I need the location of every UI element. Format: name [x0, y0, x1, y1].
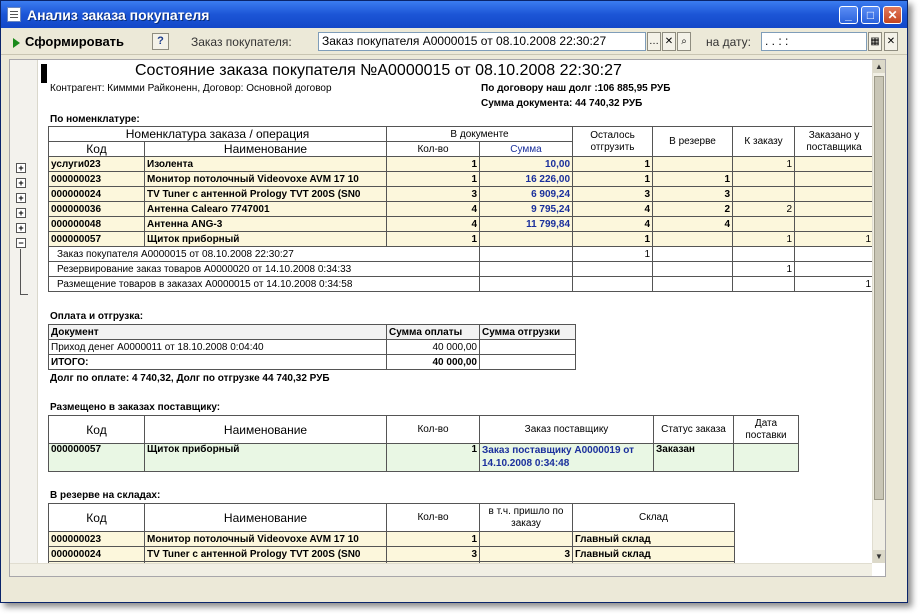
order-link-line2: 14.10.2008 0:34:48: [482, 458, 570, 469]
cell-supplier: [795, 172, 874, 187]
cell-sum: 6 909,24: [480, 187, 573, 202]
cell-arrived: [480, 532, 573, 547]
clear-date-icon[interactable]: ✕: [884, 32, 898, 51]
clear-order-icon[interactable]: ✕: [662, 32, 676, 51]
table-row[interactable]: [49, 172, 874, 187]
cell-supplier: 1: [795, 232, 874, 247]
cell-reserve: 3: [653, 187, 733, 202]
cell-code: 000000057: [49, 232, 145, 247]
payment-debt-line: Долг по оплате: 4 740,32, Долг по отгрузке 44 740,32 РУБ: [50, 373, 330, 384]
cell-total-label: ИТОГО:: [49, 355, 387, 370]
cell-code: 000000048: [49, 217, 145, 232]
cell-name: Монитор потолочный Videovoxe AVM 17 10: [145, 172, 387, 187]
date-label: на дату:: [706, 35, 752, 49]
cell-qty: 1: [387, 232, 480, 247]
table-row[interactable]: [49, 187, 874, 202]
header-remaining: Осталось отгрузить: [573, 127, 653, 157]
date-field[interactable]: . . : :: [761, 32, 867, 51]
cell-reserve: [653, 232, 733, 247]
header-in-doc: В документе: [387, 127, 573, 142]
cell-remaining: 1: [573, 247, 653, 262]
cell-qty: 1: [387, 157, 480, 172]
text-cursor: [41, 64, 47, 83]
supplier-orders-table: [48, 415, 799, 472]
cell-code: 000000024: [49, 187, 145, 202]
counterparty-info: Контрагент: Киммми Райконенн, Договор: Основной договор: [50, 83, 332, 94]
cell-qty: 3: [387, 547, 480, 562]
order-label: Заказ покупателя:: [191, 35, 292, 49]
payment-table: [48, 324, 576, 370]
table-row[interactable]: [49, 217, 874, 232]
cell-to-order: 1: [733, 232, 795, 247]
cell-code: 000000024: [49, 547, 145, 562]
cell-name: Изолента: [145, 157, 387, 172]
cell-total-pay: 40 000,00: [387, 355, 480, 370]
cell-sum: [480, 232, 573, 247]
order-link-line1: Заказ поставщику А0000019 от: [482, 445, 635, 456]
cell-code: 000000023: [49, 532, 145, 547]
generate-button[interactable]: [9, 32, 128, 51]
scroll-up-icon[interactable]: ▲: [873, 60, 885, 73]
cell-name: TV Tuner с антенной Prology TVT 200S (SN0: [145, 547, 387, 562]
cell-to-order: [733, 172, 795, 187]
cell-name: Антенна ANG-3: [145, 217, 387, 232]
collapse-icon[interactable]: −: [16, 238, 26, 248]
header-reserve: В резерве: [653, 127, 733, 157]
cell-sum: 16 226,00: [480, 172, 573, 187]
header-warehouse: Склад: [573, 504, 735, 532]
table-row[interactable]: [49, 232, 874, 247]
cell-supplier: [795, 262, 874, 277]
order-field[interactable]: Заказ покупателя А0000015 от 08.10.2008 22:30:27: [318, 32, 646, 51]
horizontal-scrollbar[interactable]: [10, 563, 872, 576]
cell-qty: 1: [387, 444, 480, 472]
expand-icon[interactable]: +: [16, 193, 26, 203]
cell-qty: 1: [387, 532, 480, 547]
cell-name: Щиток приборный: [145, 444, 387, 472]
cell-supplier: [795, 202, 874, 217]
cell-qty: 1: [387, 172, 480, 187]
nomenclature-table: [48, 126, 874, 292]
cell-supplier: [795, 157, 874, 172]
cell-reserve: 1: [653, 172, 733, 187]
header-supplier: Заказано у поставщика: [795, 127, 874, 157]
header-status: Статус заказа: [654, 416, 734, 444]
nomenclature-label: По номенклатуре:: [50, 114, 140, 125]
header-code: Код: [49, 416, 145, 444]
header-code: Код: [49, 142, 145, 157]
cell-sum: 11 799,84: [480, 217, 573, 232]
play-icon: [13, 38, 20, 48]
cell-remaining: 1: [573, 172, 653, 187]
table-row[interactable]: [49, 157, 874, 172]
table-row[interactable]: [49, 340, 576, 355]
cell-name: TV Tuner с антенной Prology TVT 200S (SN0: [145, 187, 387, 202]
toolbar: [1, 28, 907, 55]
search-icon[interactable]: ⌕: [677, 32, 691, 51]
operation-row[interactable]: [49, 262, 874, 277]
header-to-order: К заказу: [733, 127, 795, 157]
cell-name: Щиток приборный: [145, 232, 387, 247]
cell-remaining: 4: [573, 202, 653, 217]
cell-warehouse: Главный склад: [573, 532, 735, 547]
report-area[interactable]: [9, 59, 886, 577]
cell-to-order: [733, 217, 795, 232]
cell-to-order: 2: [733, 202, 795, 217]
cell-reserve: 2: [653, 202, 733, 217]
cell-to-order: [733, 277, 795, 292]
maximize-icon[interactable]: □: [861, 6, 880, 24]
header-qty: Кол-во: [387, 142, 480, 157]
cell-remaining: [573, 277, 653, 292]
cell-qty: 4: [387, 202, 480, 217]
cell-code: 000000036: [49, 202, 145, 217]
debt-info: По договору наш долг :106 885,95 РУБ: [481, 83, 671, 94]
reserve-label: В резерве на складах:: [50, 490, 161, 501]
select-order-button[interactable]: …: [647, 32, 661, 51]
cell-remaining: 3: [573, 187, 653, 202]
cell-supplier: 1: [795, 277, 874, 292]
header-document: Документ: [49, 325, 387, 340]
cell-sum: 10,00: [480, 157, 573, 172]
help-button[interactable]: ?: [152, 33, 169, 50]
doc-sum-info: Сумма документа: 44 740,32 РУБ: [481, 98, 643, 109]
report-title: Состояние заказа покупателя №А0000015 от 08.10.2008 22:30:27: [135, 62, 622, 79]
header-qty: Кол-во: [387, 504, 480, 532]
header-arrived: в т.ч. пришло по заказу: [480, 504, 573, 532]
header-name: Наименование: [145, 416, 387, 444]
table-row[interactable]: [49, 532, 735, 547]
table-row[interactable]: [49, 202, 874, 217]
cell-code: 000000057: [49, 444, 145, 472]
cell-code: услуги023: [49, 157, 145, 172]
header-nomenclature: Номенклатура заказа / операция: [49, 127, 387, 142]
cell-name: Антенна Calearo 7747001: [145, 202, 387, 217]
cell-to-order: [733, 187, 795, 202]
cell-total-ship: [480, 355, 576, 370]
scroll-thumb[interactable]: [874, 76, 884, 500]
header-code: Код: [49, 504, 145, 532]
expand-icon[interactable]: +: [16, 223, 26, 233]
close-icon[interactable]: ✕: [883, 6, 902, 24]
cell-code: 000000023: [49, 172, 145, 187]
cell-to-order: 1: [733, 262, 795, 277]
cell-supplier: [795, 247, 874, 262]
cell-remaining: [573, 262, 653, 277]
cell-operation: Заказ покупателя А0000015 от 08.10.2008 22:30:27: [49, 247, 480, 262]
header-ship: Сумма отгрузки: [480, 325, 576, 340]
header-name: Наименование: [145, 504, 387, 532]
header-name: Наименование: [145, 142, 387, 157]
cell-arrived: 3: [480, 547, 573, 562]
operation-row[interactable]: [49, 247, 874, 262]
scroll-down-icon[interactable]: ▼: [873, 550, 885, 563]
window-title: Анализ заказа покупателя: [27, 7, 210, 23]
cell-supplier: [795, 187, 874, 202]
cell-to-order: 1: [733, 157, 795, 172]
cell-status: Заказан: [654, 444, 734, 472]
vertical-scrollbar[interactable]: [872, 60, 885, 563]
cell-operation: Резервирование заказ товаров А0000020 от 14.10.2008 0:34:33: [49, 262, 480, 277]
cell-reserve: [653, 157, 733, 172]
group-gutter: [10, 60, 38, 576]
cell-ship: [480, 340, 576, 355]
cell-document: Приход денег А0000011 от 18.10.2008 0:04:40: [49, 340, 387, 355]
header-sum: Сумма: [480, 142, 573, 157]
minimize-icon[interactable]: _: [839, 6, 858, 24]
table-row[interactable]: [49, 547, 735, 562]
header-pay: Сумма оплаты: [387, 325, 480, 340]
cell-name: Монитор потолочный Videovoxe AVM 17 10: [145, 532, 387, 547]
cell-sum: 9 795,24: [480, 202, 573, 217]
calendar-icon[interactable]: ▦: [868, 32, 882, 51]
cell-remaining: 4: [573, 217, 653, 232]
header-date: Дата поставки: [734, 416, 799, 444]
title-bar: [1, 1, 907, 28]
table-row[interactable]: [49, 444, 799, 472]
tree-line: [20, 249, 21, 294]
payment-label: Оплата и отгрузка:: [50, 311, 144, 322]
header-qty: Кол-во: [387, 416, 480, 444]
expand-icon[interactable]: +: [16, 178, 26, 188]
cell-warehouse: Главный склад: [573, 547, 735, 562]
cell-pay: 40 000,00: [387, 340, 480, 355]
cell-to-order: [733, 247, 795, 262]
supplier-orders-label: Размещено в заказах поставщику:: [50, 402, 221, 413]
cell-qty: 3: [387, 187, 480, 202]
total-row: [49, 355, 576, 370]
header-order: Заказ поставщику: [480, 416, 654, 444]
generate-label: Сформировать: [25, 34, 125, 49]
cell-supplier: [795, 217, 874, 232]
expand-icon[interactable]: +: [16, 163, 26, 173]
cell-remaining: 1: [573, 157, 653, 172]
cell-qty: 4: [387, 217, 480, 232]
document-icon: [7, 7, 21, 22]
operation-row[interactable]: [49, 277, 874, 292]
cell-operation: Размещение товаров в заказах А0000015 от 14.10.2008 0:34:58: [49, 277, 480, 292]
cell-reserve: 4: [653, 217, 733, 232]
cell-date: [734, 444, 799, 472]
expand-icon[interactable]: +: [16, 208, 26, 218]
tree-line-end: [20, 294, 28, 295]
cell-order[interactable]: [480, 444, 654, 472]
cell-remaining: 1: [573, 232, 653, 247]
